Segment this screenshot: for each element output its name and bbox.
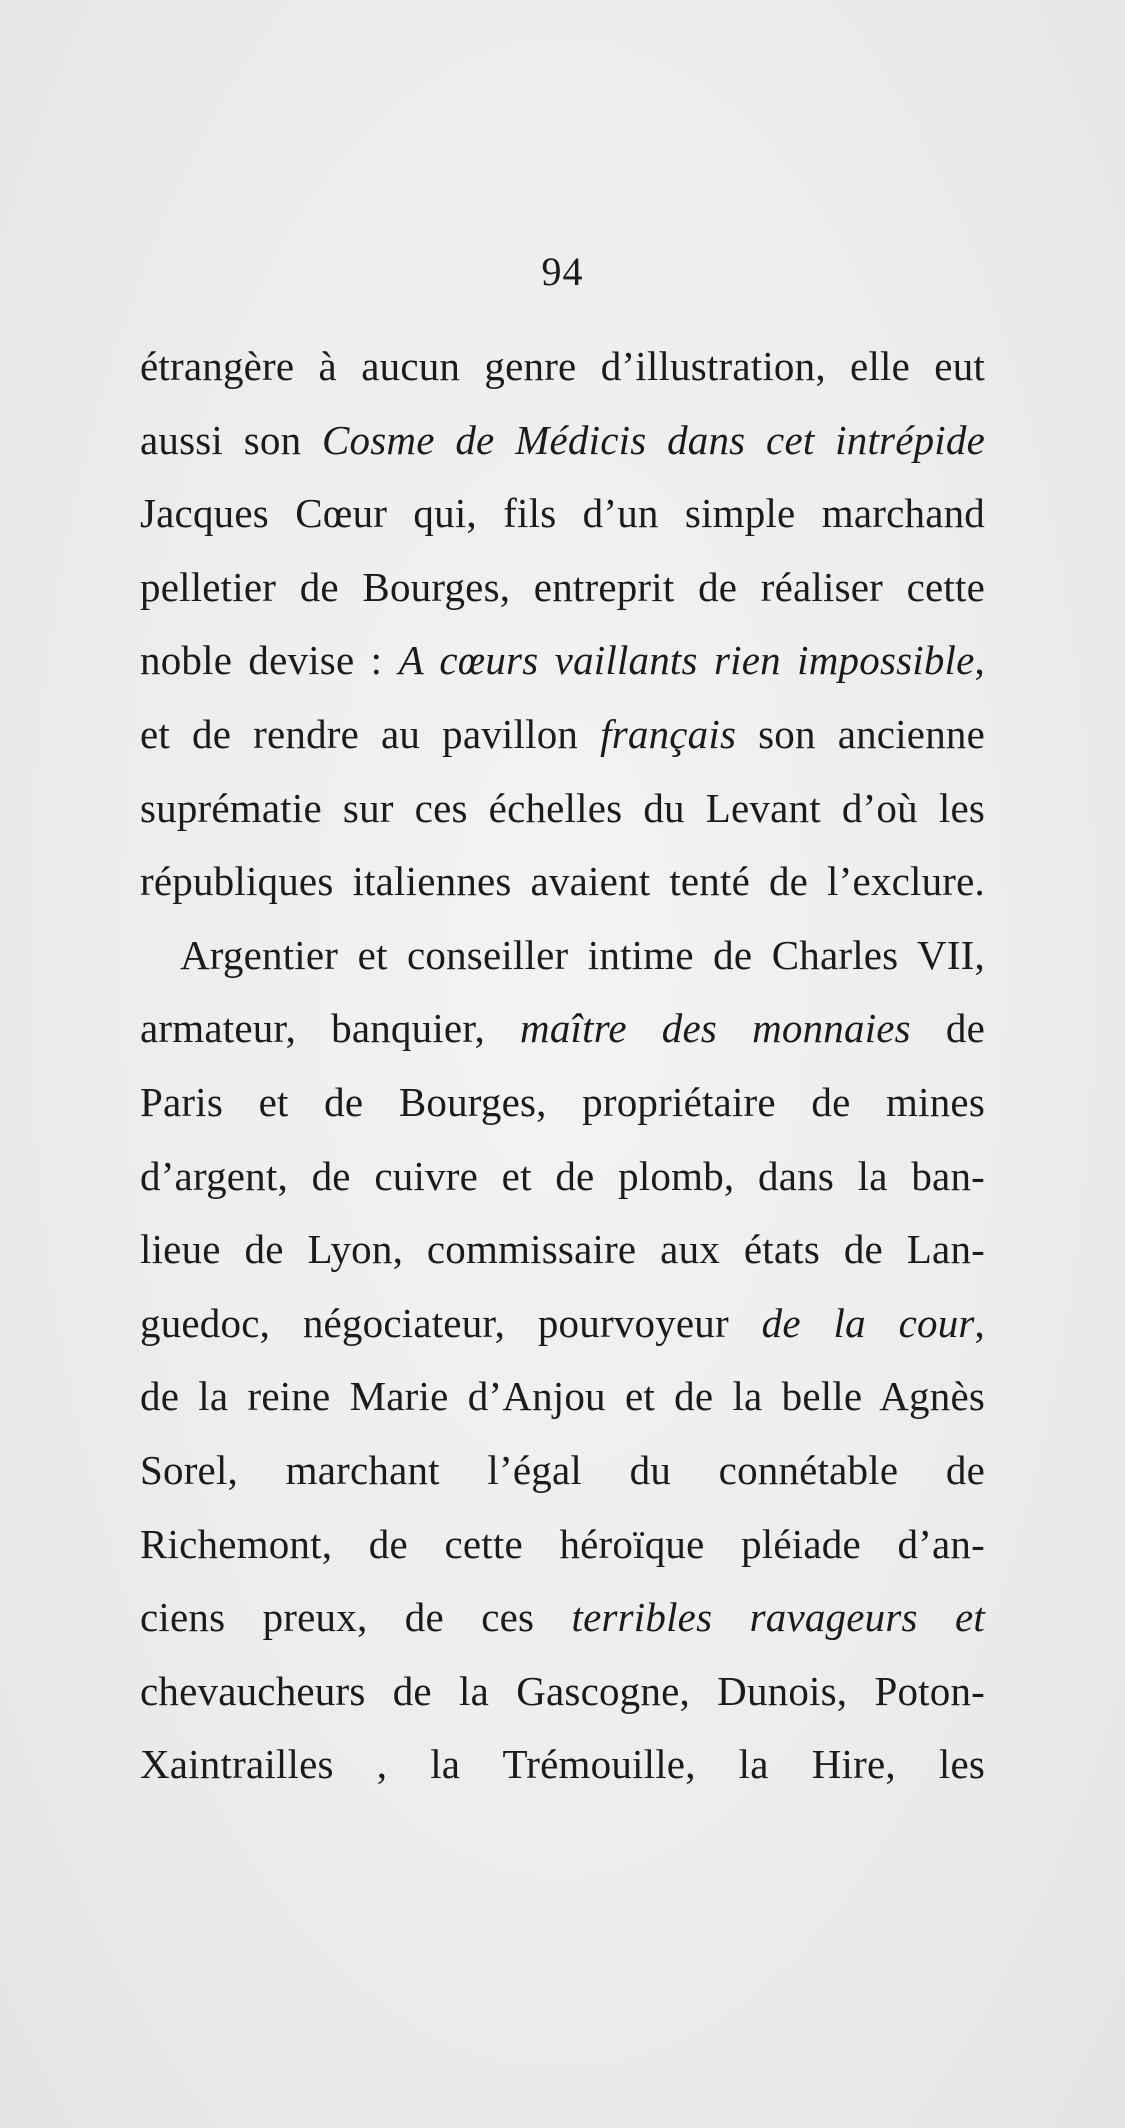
italic-text: Cosme de Médicis dans cet intrépide [322,416,985,463]
text-line: aussi son Cosme de Médicis dans cet intrépide [140,416,985,463]
text-line: républiques italiennes avaient tenté de l’exclure. [140,858,985,905]
text-line: et de rendre au pavillon français son ancienne [140,710,985,757]
text-line: noble devise : A cœurs vaillants rien impossible, [140,637,985,684]
text-line: armateur, banquier, maître des monnaies de [140,1005,985,1052]
text-line: lieue de Lyon, commissaire aux états de Lan- [140,1226,985,1273]
page-number: 94 [541,249,584,294]
text-line: suprématie sur ces échelles du Levant d’où les [140,784,985,831]
text-line: Paris et de Bourges, propriétaire de mines [140,1078,985,1125]
text-line-paragraph-start: Argentier et conseiller intime de Charles VII, [180,931,985,978]
italic-text: maître des monnaies [520,1005,911,1052]
text-line: Sorel, marchant l’égal du connétable de [140,1446,985,1493]
text-line: Jacques Cœur qui, fils d’un simple marchand [140,490,985,537]
text-line: pelletier de Bourges, entreprit de réaliser cette [140,563,985,610]
text-line: ciens preux, de ces terribles ravageurs et [140,1594,985,1641]
italic-text: de la cour [761,1299,975,1346]
italic-text: terribles ravageurs et [571,1594,985,1641]
text-line: Richemont, de cette héroïque pléiade d’an- [140,1520,985,1567]
italic-motto: A cœurs vaillants rien impossible [398,637,975,684]
text-line: guedoc, négociateur, pourvoyeur de la cour, [140,1299,985,1346]
text-line: d’argent, de cuivre et de plomb, dans la ban- [140,1152,985,1199]
text-line: Xaintrailles , la Trémouille, la Hire, les [140,1741,985,1788]
text-line: étrangère à aucun genre d’illustration, elle eut [140,343,985,389]
body-text [140,330,985,1802]
text-line: chevaucheurs de la Gascogne, Dunois, Poton- [140,1667,985,1714]
italic-text: français [600,710,737,757]
text-line: de la reine Marie d’Anjou et de la belle Agnès [140,1373,985,1420]
